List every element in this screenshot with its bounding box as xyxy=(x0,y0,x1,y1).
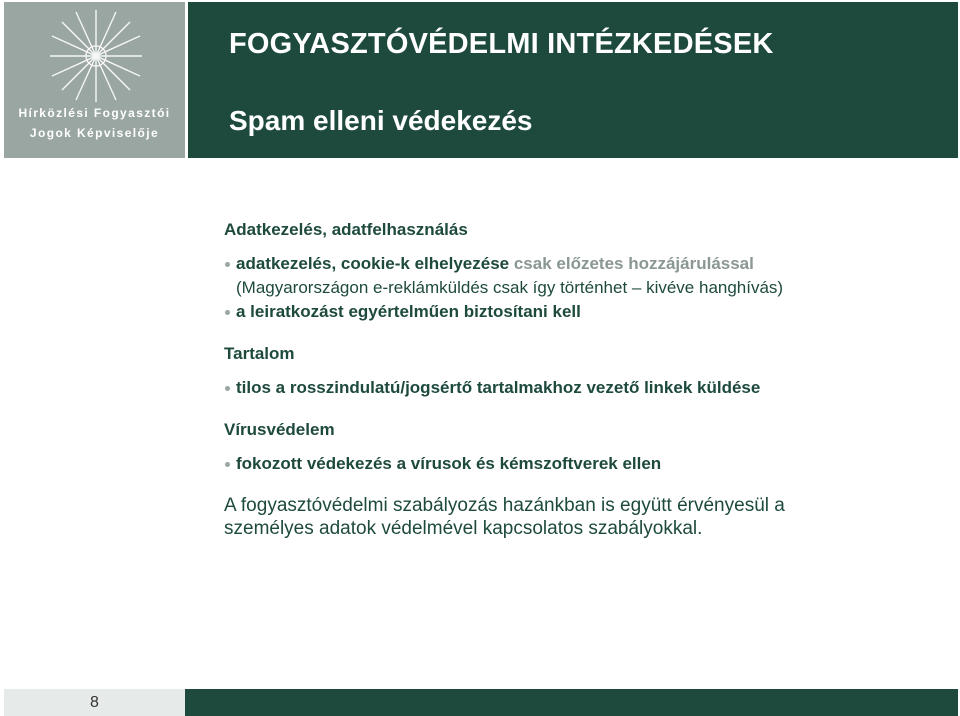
star-burst-icon xyxy=(48,8,144,104)
closing-line-1: A fogyasztóvédelmi szabályozás hazánkban is együtt érvényesül a xyxy=(224,495,785,516)
slide-content xyxy=(224,218,924,540)
bullet-adatkezeles-1 xyxy=(224,252,924,276)
section-heading-virusvedelem: Vírusvédelem xyxy=(224,420,335,439)
logo-text-line2: Jogok Képviselője xyxy=(29,126,160,140)
logo-text-line1: Hírközlési Fogyasztói xyxy=(18,106,171,120)
page-number-box xyxy=(4,689,185,716)
bullet-text: adatkezelés, cookie-k elhelyezése xyxy=(236,254,510,273)
logo-panel xyxy=(4,2,185,158)
bullet-note: (Magyarországon e-reklámküldés csak így történhet – kivéve hanghívás) xyxy=(236,278,784,297)
section-heading-tartalom: Tartalom xyxy=(224,344,295,363)
section-heading-adatkezeles: Adatkezelés, adatfelhasználás xyxy=(224,220,468,239)
bullet-highlight: csak előzetes hozzájárulással xyxy=(513,254,754,273)
page-subtitle: Spam elleni védekezés xyxy=(229,105,533,136)
bullet-virusvedelem-1: fokozott védekezés a vírusok és kémszoftverek ellen xyxy=(224,452,924,476)
page-number: 8 xyxy=(90,694,99,711)
bullet-adatkezeles-2: a leiratkozást egyértelműen biztosítani kell xyxy=(224,300,924,324)
page-title: FOGYASZTÓVÉDELMI INTÉZKEDÉSEK xyxy=(229,28,774,60)
bullet-tartalom-1: tilos a rosszindulatú/jogsértő tartalmakhoz vezető linkek küldése xyxy=(224,376,924,400)
closing-line-2: személyes adatok védelmével kapcsolatos szabályokkal. xyxy=(224,518,703,539)
header-band xyxy=(188,2,958,158)
